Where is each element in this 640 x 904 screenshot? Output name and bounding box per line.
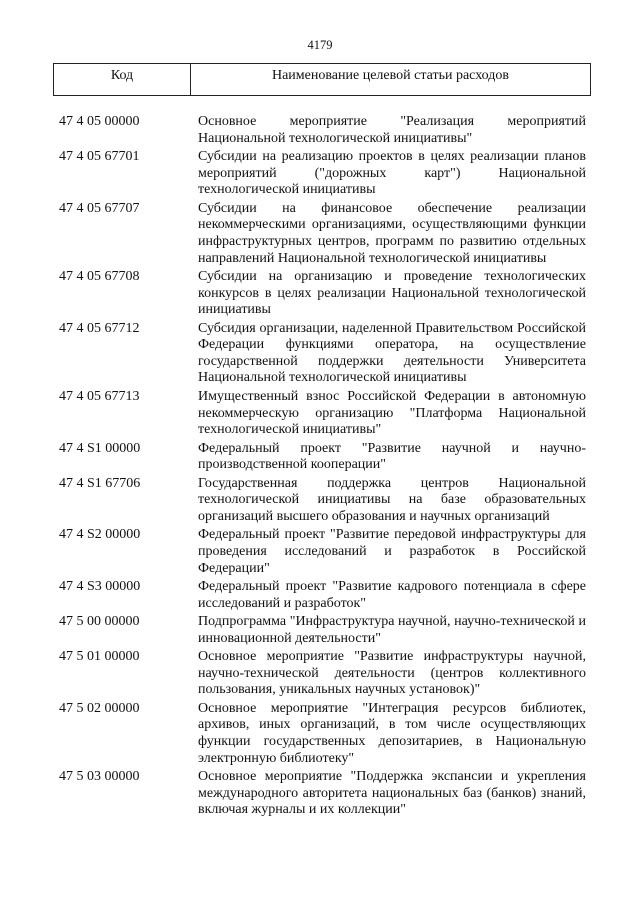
table-header: [53, 63, 591, 96]
row-name: Имущественный взнос Российской Федерации в автономную некоммерческую организацию "Платформа Национальной технологической инициативы": [198, 388, 586, 438]
table-body: [53, 114, 591, 821]
table-row: [53, 527, 591, 577]
table-row: [53, 701, 591, 767]
row-code: 47 4 05 67713: [59, 388, 140, 404]
table-row: [53, 649, 591, 699]
row-code: 47 4 S1 00000: [59, 440, 141, 456]
row-name: Основное мероприятие "Поддержка экспансии и укрепления международного авторитета национальных баз (банков) знаний, включая журналы и их коллекции": [198, 769, 586, 818]
header-code: Код: [54, 64, 191, 95]
row-name: Подпрограмма "Инфраструктура научной, научно-технической и инновационной деятельности": [198, 614, 586, 646]
row-code: 47 4 S3 00000: [59, 579, 141, 595]
table-row: [53, 769, 591, 819]
table-row: [53, 114, 591, 147]
row-code: 47 4 05 67712: [59, 320, 140, 336]
row-code: 47 4 05 67707: [59, 200, 140, 216]
table-row: [53, 441, 591, 474]
table-row: [53, 321, 591, 387]
row-name: Основное мероприятие "Интеграция ресурсов библиотек, архивов, иных организаций, в том числе осуществляющих функции государственных депозитариев, в Национальную электронную библиотеку": [198, 700, 586, 766]
table-row: [53, 389, 591, 439]
row-code: 47 5 01 00000: [59, 649, 140, 665]
row-code: 47 5 00 00000: [59, 614, 140, 630]
row-name: Федеральный проект "Развитие передовой инфраструктуры для проведения исследований и разработок в Российской Федерации": [198, 527, 586, 576]
table-row: [53, 269, 591, 319]
row-code: 47 4 05 67701: [59, 149, 140, 165]
row-code: 47 4 S1 67706: [59, 475, 141, 491]
header-name: Наименование целевой статьи расходов: [271, 68, 510, 83]
row-name: Государственная поддержка центров Национальной технологической инициативы на базе образовательных организаций высшего образования и научных организаций: [198, 475, 586, 524]
row-name: Федеральный проект "Развитие кадрового потенциала в сфере исследований и разработок": [198, 579, 586, 611]
row-code: 47 5 03 00000: [59, 769, 140, 785]
row-name: Субсидия организации, наделенной Правительством Российской Федерации функциями оператора, на осуществление государственной поддержки деятельности Университета Национальной технологической инициативы: [198, 320, 586, 386]
row-name: Субсидии на организацию и проведение технологических конкурсов в целях реализации Национальной технологической инициативы: [198, 269, 586, 318]
table-row: [53, 201, 591, 267]
row-code: 47 5 02 00000: [59, 700, 140, 716]
table-row: [53, 579, 591, 612]
row-code: 47 4 05 00000: [59, 114, 140, 129]
row-name: Основное мероприятие "Реализация мероприятий Национальной технологической инициативы": [198, 114, 586, 146]
page-number: 4179: [307, 38, 333, 52]
table-row: [53, 614, 591, 647]
table-row: [53, 476, 591, 526]
row-name: Федеральный проект "Развитие научной и научно-производственной кооперации": [198, 440, 586, 473]
row-name: Субсидии на реализацию проектов в целях реализации планов мероприятий ("дорожных карт") Национальной технологической инициативы: [198, 149, 586, 198]
row-name: Субсидии на финансовое обеспечение реализации некоммерческими организациями, осуществляющими функции инфраструктурных центров, программ по развитию отдельных направлений Национальной технологической инициативы: [198, 200, 586, 266]
row-code: 47 4 S2 00000: [59, 527, 141, 543]
table-row: [53, 149, 591, 199]
row-name: Основное мероприятие "Развитие инфраструктуры научной, научно-технической деятельности (центров коллективного пользования, уникальных научных установок)": [198, 649, 586, 698]
row-code: 47 4 05 67708: [59, 269, 140, 285]
